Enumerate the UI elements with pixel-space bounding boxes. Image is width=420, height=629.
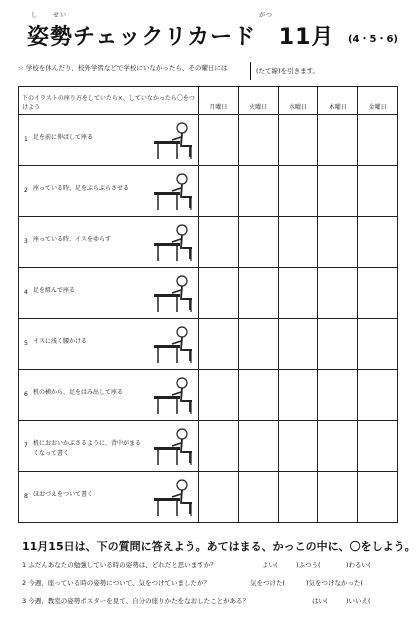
posture-illustration-icon — [150, 425, 194, 468]
question-2 — [22, 578, 210, 587]
check-cell-thu[interactable] — [318, 217, 358, 268]
check-cell-mon[interactable] — [199, 472, 239, 523]
check-cell-mon[interactable] — [199, 166, 239, 217]
posture-description — [19, 115, 199, 166]
posture-description — [19, 166, 199, 217]
row-text: 座っている時、足をぶらぶらさせる — [33, 184, 130, 192]
check-cell-wed[interactable] — [278, 166, 318, 217]
check-cell-fri[interactable] — [358, 217, 398, 268]
posture-illustration-icon — [150, 272, 194, 315]
check-cell-fri[interactable] — [358, 115, 398, 166]
row-number: 8 — [24, 492, 28, 500]
check-cell-mon[interactable] — [199, 421, 239, 472]
check-cell-mon[interactable] — [199, 319, 239, 370]
question-3 — [22, 596, 249, 605]
question-text: 今週、座っている時の姿勢について、気をつけていましたか？ — [28, 579, 210, 587]
check-cell-mon[interactable] — [199, 115, 239, 166]
posture-description — [19, 370, 199, 421]
posture-description — [19, 472, 199, 523]
table-row — [19, 217, 398, 268]
row-number: 7 — [24, 441, 28, 449]
row-text: 足を前に伸ばして座る — [33, 133, 94, 141]
row-number: 1 — [24, 135, 28, 143]
check-cell-wed[interactable] — [278, 217, 318, 268]
checklist-table — [18, 86, 398, 523]
posture-description — [19, 319, 199, 370]
question-1 — [22, 560, 217, 569]
grade-label: (4・5・6) — [347, 34, 398, 45]
question-number: 3 — [22, 597, 27, 605]
check-cell-thu[interactable] — [318, 268, 358, 319]
table-row — [19, 421, 398, 472]
check-cell-tue[interactable] — [238, 268, 278, 319]
check-cell-fri[interactable] — [358, 268, 398, 319]
check-cell-thu[interactable] — [318, 166, 358, 217]
title-ruby-gatsu: がつ — [259, 12, 274, 19]
check-cell-tue[interactable] — [238, 472, 278, 523]
check-cell-wed[interactable] — [278, 421, 318, 472]
check-cell-tue[interactable] — [238, 421, 278, 472]
row-text: ほおづえをついて書く — [33, 490, 93, 498]
check-cell-fri[interactable] — [358, 370, 398, 421]
posture-illustration-icon — [150, 323, 194, 366]
row-number: 5 — [24, 339, 28, 347]
row-number: 3 — [24, 237, 28, 245]
day-header-tue: 火曜日 — [238, 87, 278, 115]
check-cell-thu[interactable] — [318, 319, 358, 370]
question-number: 1 — [22, 561, 27, 569]
table-header-row — [19, 87, 398, 115]
check-cell-mon[interactable] — [199, 268, 239, 319]
check-cell-wed[interactable] — [278, 370, 318, 421]
table-row — [19, 370, 398, 421]
posture-illustration-icon — [150, 374, 194, 417]
check-cell-mon[interactable] — [199, 217, 239, 268]
answer-bad[interactable]: )わるい( — [346, 561, 371, 569]
check-cell-fri[interactable] — [358, 421, 398, 472]
row-text: 足を組んで座る — [33, 286, 76, 294]
question-text: 今週、教室の姿勢ポスターを見て、自分の座りかたをなおしたことがある？ — [28, 597, 250, 605]
check-cell-wed[interactable] — [278, 319, 318, 370]
answer-no[interactable]: )いいえ( — [346, 597, 371, 605]
vertical-line-sample — [250, 62, 251, 80]
posture-illustration-icon — [150, 170, 194, 213]
answer-yes[interactable]: はい( — [312, 597, 328, 605]
day-header-mon: 月曜日 — [199, 87, 239, 115]
check-cell-thu[interactable] — [318, 370, 358, 421]
posture-illustration-icon — [150, 476, 194, 519]
title-ruby-shi: し — [31, 12, 39, 19]
header-desc: 下のイラストの座り方をしていたら×、していなかったら〇をつけよう — [19, 87, 199, 115]
row-number: 2 — [24, 186, 28, 194]
table-row — [19, 319, 398, 370]
check-cell-thu[interactable] — [318, 115, 358, 166]
posture-illustration-icon — [150, 221, 194, 264]
check-cell-tue[interactable] — [238, 166, 278, 217]
day-header-fri: 金曜日 — [358, 87, 398, 115]
posture-illustration-icon — [150, 119, 194, 162]
page-title — [27, 12, 335, 51]
posture-description — [19, 268, 199, 319]
check-cell-thu[interactable] — [318, 472, 358, 523]
row-text: 机の横から、足をはみ出して座る — [33, 388, 124, 396]
table-row — [19, 166, 398, 217]
answer-not-careful[interactable]: )気をつけなかった( — [306, 579, 364, 587]
posture-description — [19, 421, 199, 472]
check-cell-mon[interactable] — [199, 370, 239, 421]
table-row — [19, 115, 398, 166]
question-number: 2 — [22, 579, 27, 587]
row-number: 6 — [24, 390, 28, 398]
check-cell-thu[interactable] — [318, 421, 358, 472]
check-cell-fri[interactable] — [358, 319, 398, 370]
posture-description — [19, 217, 199, 268]
instruction-text-right: (たて線)を引きます。 — [256, 67, 320, 75]
question-text: ふだんあなたの勉強している時の姿勢は、どれだと思いますか？ — [28, 561, 217, 569]
answer-normal[interactable]: )ふつう( — [296, 561, 321, 569]
row-text: 机におおいかぶさるように、背中がまるくなって書く — [33, 439, 142, 457]
title-month: 11月 — [278, 25, 335, 50]
check-cell-wed[interactable] — [278, 115, 318, 166]
check-cell-wed[interactable] — [278, 268, 318, 319]
title-text: 姿勢チェックリカード — [27, 25, 257, 50]
table-row — [19, 268, 398, 319]
day-header-wed: 水曜日 — [278, 87, 318, 115]
check-cell-fri[interactable] — [358, 472, 398, 523]
row-number: 4 — [24, 288, 28, 296]
check-cell-fri[interactable] — [358, 166, 398, 217]
check-cell-tue[interactable] — [238, 370, 278, 421]
check-cell-tue[interactable] — [238, 115, 278, 166]
day-header-thu: 木曜日 — [318, 87, 358, 115]
row-text: 座っている時、イスをゆらす — [33, 235, 111, 243]
instruction-text: ☆ 学校を休んだり、校外学習などで学校にいなかったら、その曜日には — [18, 64, 228, 72]
title-ruby-sei: せい — [53, 12, 68, 19]
row-text: イスに浅く腰かける — [33, 337, 87, 345]
table-row — [19, 472, 398, 523]
check-cell-tue[interactable] — [238, 217, 278, 268]
check-cell-wed[interactable] — [278, 472, 318, 523]
answer-good[interactable]: よい( — [262, 561, 278, 569]
answer-careful[interactable]: 気をつけた( — [250, 579, 286, 587]
check-cell-tue[interactable] — [238, 319, 278, 370]
survey-title: 11月15日は、下の質問に答えよう。あてはまる、かっこの中に、〇をしよう。 — [22, 540, 416, 553]
